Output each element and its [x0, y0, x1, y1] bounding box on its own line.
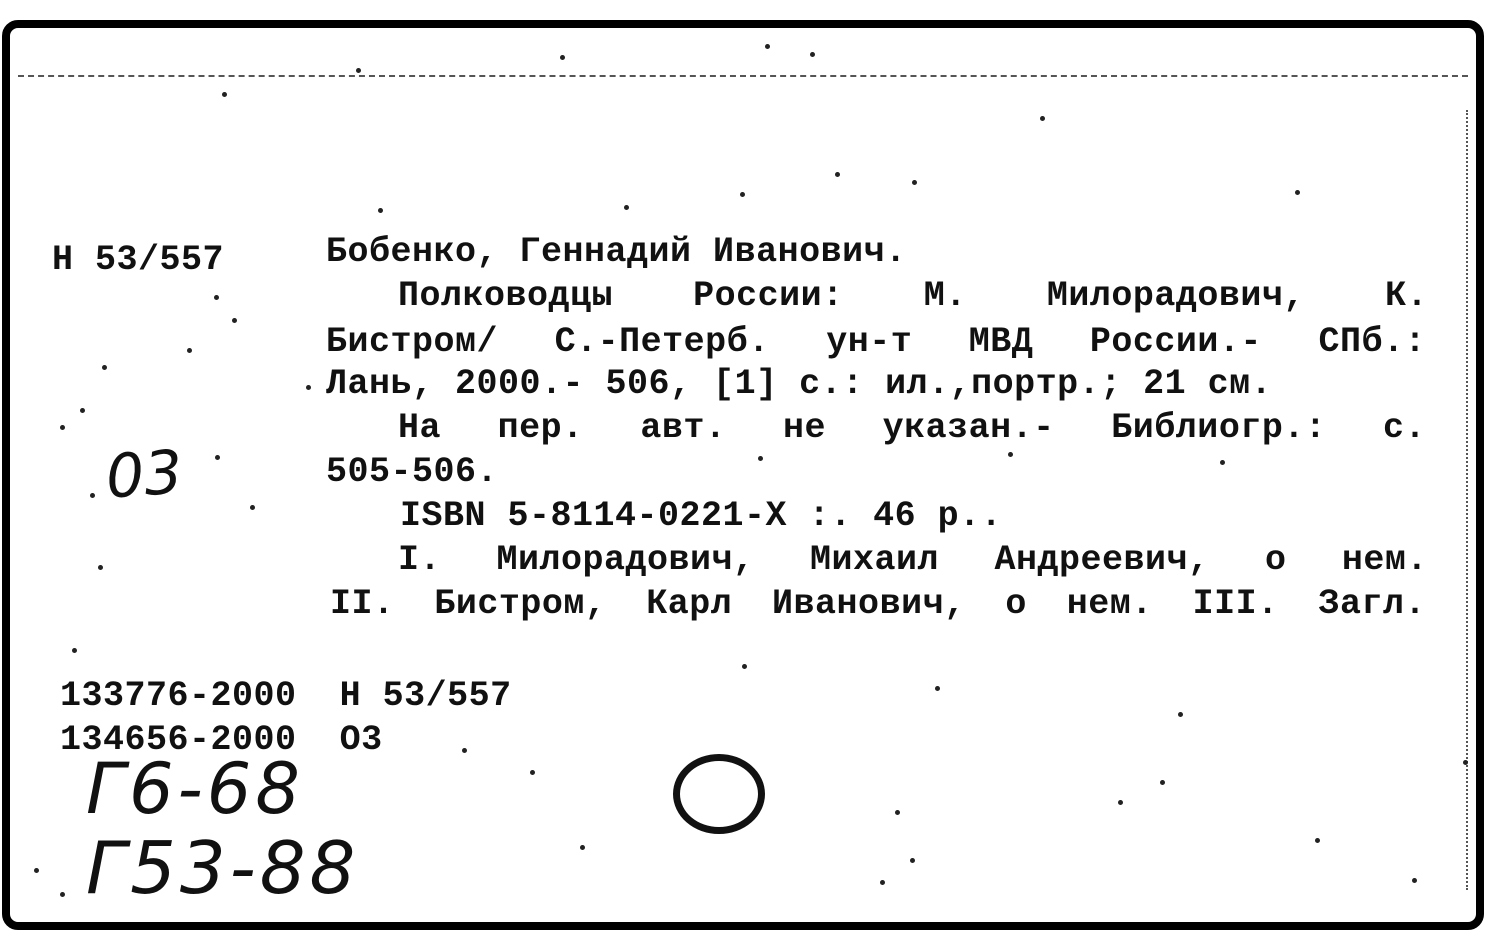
tracing-word: о: [1005, 584, 1027, 624]
tracing-word: III.: [1192, 584, 1279, 624]
speck: [580, 845, 585, 850]
title-word: Милорадович,: [1046, 276, 1305, 316]
speck: [1118, 800, 1123, 805]
speck: [835, 172, 840, 177]
speck: [214, 295, 219, 300]
speck: [60, 892, 65, 897]
card-top-rule: [18, 75, 1468, 77]
inventory-row-1: [60, 674, 512, 719]
speck: [895, 810, 900, 815]
tracing-word: II.: [330, 584, 395, 624]
speck: [742, 664, 747, 669]
speck: [1178, 712, 1183, 717]
note-word: На: [398, 408, 442, 448]
title-word: России.-: [1089, 322, 1262, 362]
inventory-number: 133776-2000: [60, 676, 297, 716]
inventory-number: 134656-2000: [60, 720, 297, 760]
isbn-line: ISBN 5-8114-0221-X :. 46 р..: [400, 496, 1003, 536]
title-word: МВД: [968, 322, 1034, 362]
speck: [34, 868, 39, 873]
publication-line: Лань, 2000.- 506, [1] с.: ил.,портр.; 21 см.: [326, 364, 1273, 404]
speck: [765, 44, 770, 49]
note-word: с.: [1382, 408, 1426, 448]
circle-stamp: [673, 754, 765, 834]
tracings-line-1: [326, 538, 1428, 583]
handwritten-mark-2: Г53-88: [86, 826, 360, 910]
title-line-2: [326, 320, 1426, 365]
tracing-word: Иванович,: [772, 584, 966, 624]
tracing-word: Милорадович,: [496, 540, 755, 580]
speck: [187, 348, 192, 353]
speck: [758, 456, 763, 461]
speck: [1220, 460, 1225, 465]
speck: [935, 686, 940, 691]
speck: [1160, 780, 1165, 785]
title-word: С.-Петерб.: [554, 322, 770, 362]
tracing-word: нем.: [1341, 540, 1428, 580]
tracing-word: I.: [398, 540, 442, 580]
speck: [740, 192, 745, 197]
note-word: указан.-: [882, 408, 1055, 448]
tracing-word: нем.: [1066, 584, 1153, 624]
title-word: России:: [693, 276, 844, 316]
card-right-edge: [1466, 110, 1468, 890]
title-word: Бистром/: [326, 322, 499, 362]
note-word: Библиогр.:: [1111, 408, 1327, 448]
call-number: Н 53/557: [52, 240, 225, 280]
speck: [356, 68, 361, 73]
tracing-word: Андреевич,: [994, 540, 1210, 580]
tracing-word: Загл.: [1318, 584, 1426, 624]
handwritten-mark-1: Г6-68: [86, 748, 304, 830]
note-word: авт.: [640, 408, 727, 448]
speck: [1412, 878, 1417, 883]
speck: [80, 408, 85, 413]
speck: [90, 493, 95, 498]
speck: [98, 565, 103, 570]
speck: [1463, 760, 1468, 765]
tracing-word: Бистром,: [434, 584, 607, 624]
speck: [306, 385, 311, 390]
title-word: К.: [1384, 276, 1428, 316]
speck: [530, 770, 535, 775]
tracing-word: о: [1264, 540, 1287, 580]
title-word: СПб.:: [1318, 322, 1426, 362]
speck: [102, 365, 107, 370]
speck: [880, 880, 885, 885]
speck: [810, 52, 815, 57]
title-word: М.: [923, 276, 967, 316]
note-word: не: [782, 408, 826, 448]
speck: [222, 92, 227, 97]
tracing-word: Михаил: [809, 540, 939, 580]
speck: [560, 55, 565, 60]
speck: [1008, 452, 1013, 457]
speck: [232, 318, 237, 323]
note-word: пер.: [497, 408, 584, 448]
handwritten-code: 03: [103, 437, 185, 513]
tracings-line-2: [330, 582, 1426, 627]
author-heading: Бобенко, Геннадий Иванович.: [326, 232, 907, 272]
speck: [60, 425, 65, 430]
speck: [250, 505, 255, 510]
speck: [624, 205, 629, 210]
speck: [1040, 116, 1045, 121]
speck: [215, 455, 220, 460]
speck: [1295, 190, 1300, 195]
tracing-word: Карл: [646, 584, 733, 624]
speck: [72, 648, 77, 653]
title-line-1: [326, 274, 1428, 319]
title-word: Полководцы: [398, 276, 614, 316]
inventory-location: О3: [339, 720, 383, 760]
title-word: ун-т: [826, 322, 913, 362]
note-line-1: [326, 406, 1426, 451]
inventory-location: Н 53/557: [339, 676, 512, 716]
note-line-2: 505-506.: [326, 452, 499, 492]
speck: [462, 748, 467, 753]
speck: [912, 180, 917, 185]
speck: [1315, 838, 1320, 843]
speck: [378, 208, 383, 213]
speck: [910, 858, 915, 863]
